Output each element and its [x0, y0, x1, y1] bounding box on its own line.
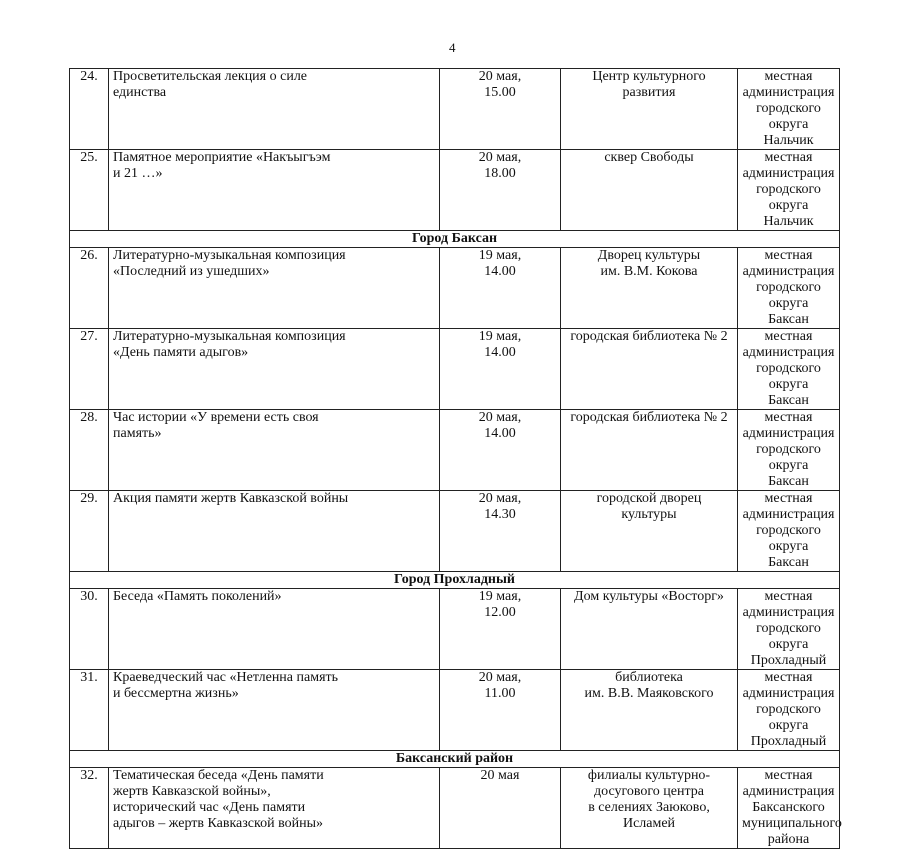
event-organizer-line: местная администрация — [742, 248, 835, 279]
event-place-line: им. В.В. Маяковского — [584, 686, 714, 701]
event-organizer-line: местная администрация — [742, 150, 835, 181]
event-date — [440, 69, 561, 150]
event-date-line: 14.00 — [484, 345, 516, 360]
row-number: 29. — [70, 491, 109, 572]
event-name-line: единства — [113, 85, 167, 100]
row-number: 30. — [70, 589, 109, 670]
event-name-line: Акция памяти жертв Кавказской войны — [113, 491, 349, 506]
row-number: 24. — [70, 69, 109, 150]
event-date-line: 19 мая, — [478, 589, 522, 604]
event-date-line: 19 мая, — [478, 248, 522, 263]
event-organizer-line: Баксанского — [752, 800, 825, 815]
event-name-line: Просветительская лекция о силе — [113, 69, 308, 84]
event-date-line: 20 мая, — [478, 491, 522, 506]
row-number: 28. — [70, 410, 109, 491]
event-name — [109, 589, 440, 670]
event-place — [561, 248, 738, 329]
event-name — [109, 491, 440, 572]
event-name-line: исторический час «День памяти — [113, 800, 306, 815]
event-date-line: 20 мая, — [478, 670, 522, 685]
event-date — [440, 768, 561, 849]
event-organizer-line: городского округа — [756, 442, 821, 473]
event-organizer-line: городского округа — [756, 702, 821, 733]
event-row — [70, 329, 840, 410]
event-place — [561, 491, 738, 572]
event-name — [109, 410, 440, 491]
event-date — [440, 150, 561, 231]
event-name-line: и 21 …» — [113, 166, 163, 181]
event-place — [561, 670, 738, 751]
section-header-row — [70, 572, 840, 589]
event-name-line: Литературно-музыкальная композиция — [113, 248, 346, 263]
section-title: Город Прохладный — [70, 572, 840, 589]
row-number: 27. — [70, 329, 109, 410]
event-place — [561, 150, 738, 231]
event-name-line: Беседа «Память поколений» — [113, 589, 282, 604]
event-organizer-line: городского округа — [756, 182, 821, 213]
event-place — [561, 410, 738, 491]
event-place-line: досугового центра — [593, 784, 704, 799]
event-organizer — [738, 69, 840, 150]
event-organizer — [738, 329, 840, 410]
event-organizer-line: местная администрация — [742, 670, 835, 701]
event-organizer-line: Баксан — [768, 555, 809, 570]
event-row — [70, 150, 840, 231]
event-organizer — [738, 589, 840, 670]
event-date — [440, 491, 561, 572]
event-organizer-line: Баксан — [768, 474, 809, 489]
event-row — [70, 589, 840, 670]
event-organizer-line: местная администрация — [742, 768, 835, 799]
event-place — [561, 768, 738, 849]
event-date-line: 14.00 — [484, 264, 516, 279]
event-date-line: 20 мая, — [478, 410, 522, 425]
event-date-line: 20 мая, — [478, 150, 522, 165]
event-place-line: Исламей — [622, 816, 676, 831]
event-name-line: жертв Кавказской войны», — [113, 784, 271, 799]
event-organizer-line: Нальчик — [763, 133, 814, 148]
event-date-line: 15.00 — [484, 85, 516, 100]
event-place-line: культуры — [621, 507, 677, 522]
event-name — [109, 768, 440, 849]
event-name-line: «День памяти адыгов» — [113, 345, 249, 360]
event-organizer — [738, 248, 840, 329]
section-title: Баксанский район — [70, 751, 840, 768]
event-organizer-line: городского округа — [756, 361, 821, 392]
event-date — [440, 670, 561, 751]
event-name-line: память» — [113, 426, 162, 441]
event-name-line: «Последний из ушедших» — [113, 264, 270, 279]
event-date — [440, 410, 561, 491]
event-place — [561, 69, 738, 150]
event-date-line: 19 мая, — [478, 329, 522, 344]
event-organizer-line: городского округа — [756, 101, 821, 132]
event-date-line: 20 мая, — [478, 69, 522, 84]
event-row — [70, 410, 840, 491]
event-organizer-line: местная администрация — [742, 410, 835, 441]
event-organizer — [738, 491, 840, 572]
event-place — [561, 589, 738, 670]
event-organizer — [738, 670, 840, 751]
event-organizer-line: городского округа — [756, 523, 821, 554]
event-place-line: филиалы культурно- — [587, 768, 711, 783]
event-organizer-line: Прохладный — [750, 734, 827, 749]
event-row — [70, 69, 840, 150]
row-number: 25. — [70, 150, 109, 231]
event-organizer — [738, 150, 840, 231]
event-organizer-line: местная администрация — [742, 589, 835, 620]
event-row — [70, 491, 840, 572]
event-place-line: сквер Свободы — [604, 150, 694, 165]
event-date-line: 20 мая — [480, 768, 520, 783]
event-place-line: городская библиотека № 2 — [570, 329, 728, 344]
event-organizer-line: Баксан — [768, 312, 809, 327]
event-organizer — [738, 768, 840, 849]
section-header-row — [70, 231, 840, 248]
event-place-line: Дом культуры «Восторг» — [574, 589, 724, 604]
event-organizer-line: городского округа — [756, 280, 821, 311]
event-name-line: адыгов – жертв Кавказской войны» — [113, 816, 324, 831]
event-place-line: им. В.М. Кокова — [600, 264, 698, 279]
row-number: 31. — [70, 670, 109, 751]
event-date-line: 14.30 — [484, 507, 516, 522]
event-organizer-line: местная администрация — [742, 329, 835, 360]
event-place-line: Дворец культуры — [597, 248, 701, 263]
event-name-line: Краеведческий час «Нетленна память — [113, 670, 339, 685]
event-row — [70, 248, 840, 329]
event-row — [70, 670, 840, 751]
event-date-line: 11.00 — [484, 686, 516, 701]
event-name-line: Тематическая беседа «День памяти — [113, 768, 324, 783]
event-organizer-line: городского округа — [756, 621, 821, 652]
event-place-line: городская библиотека № 2 — [570, 410, 728, 425]
event-organizer-line: местная администрация — [742, 491, 835, 522]
event-date-line: 12.00 — [484, 605, 516, 620]
event-place-line: в селениях Заюково, — [588, 800, 710, 815]
row-number: 26. — [70, 248, 109, 329]
page-number: 4 — [449, 40, 456, 55]
event-place-line: городской дворец — [596, 491, 702, 506]
section-title: Город Баксан — [70, 231, 840, 248]
event-place-line: Центр культурного — [592, 69, 706, 84]
event-place — [561, 329, 738, 410]
event-place-line: библиотека — [615, 670, 683, 685]
event-name — [109, 150, 440, 231]
event-name-line: Час истории «У времени есть своя — [113, 410, 319, 425]
events-table — [69, 68, 840, 849]
event-organizer-line: муниципального района — [742, 816, 842, 847]
event-name — [109, 670, 440, 751]
event-place-line: развития — [622, 85, 676, 100]
event-organizer-line: Нальчик — [763, 214, 814, 229]
event-organizer-line: Баксан — [768, 393, 809, 408]
event-date — [440, 248, 561, 329]
event-organizer — [738, 410, 840, 491]
event-name-line: Памятное мероприятие «Накъыгъэм — [113, 150, 331, 165]
row-number: 32. — [70, 768, 109, 849]
event-name — [109, 329, 440, 410]
event-date — [440, 589, 561, 670]
event-date — [440, 329, 561, 410]
event-name — [109, 248, 440, 329]
event-date-line: 18.00 — [484, 166, 516, 181]
section-header-row — [70, 751, 840, 768]
event-row — [70, 768, 840, 849]
event-organizer-line: местная администрация — [742, 69, 835, 100]
event-name-line: и бессмертна жизнь» — [113, 686, 239, 701]
event-name-line: Литературно-музыкальная композиция — [113, 329, 346, 344]
event-name — [109, 69, 440, 150]
event-organizer-line: Прохладный — [750, 653, 827, 668]
event-date-line: 14.00 — [484, 426, 516, 441]
